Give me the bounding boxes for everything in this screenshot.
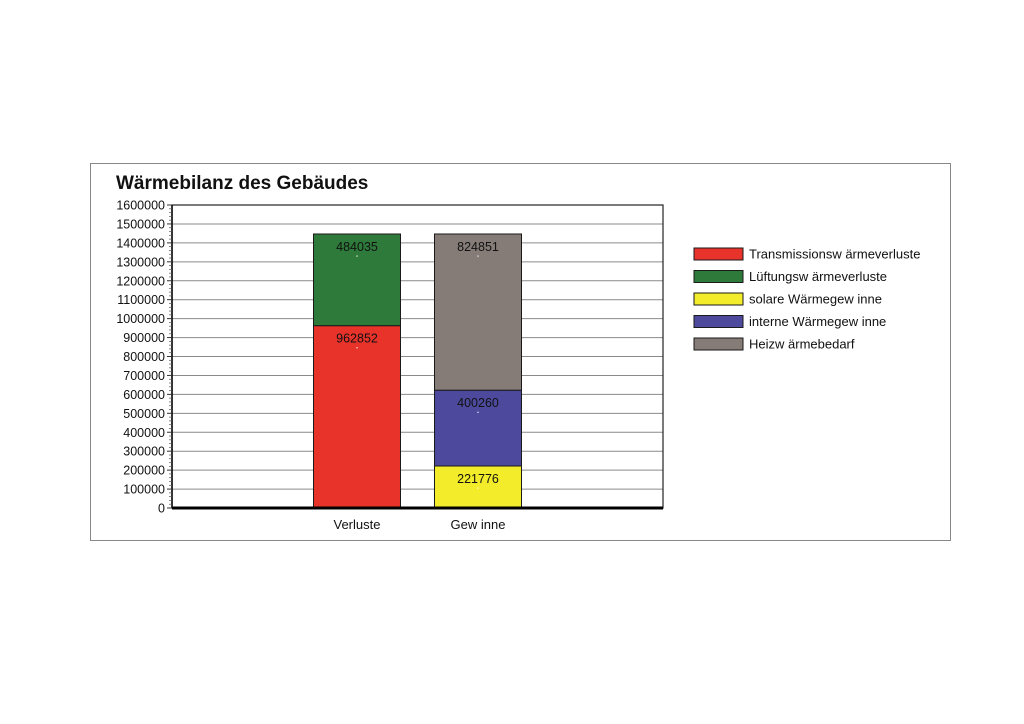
legend-swatch [694, 248, 743, 260]
legend-swatch [694, 338, 743, 350]
legend [694, 247, 920, 352]
x-axis [334, 517, 506, 532]
legend-label: Lüftungsw ärmeverluste [749, 269, 888, 284]
grid-lines [172, 205, 663, 489]
data-label: 824851 [457, 239, 499, 254]
data-label-marker [356, 347, 357, 348]
x-tick-label: Gew inne [450, 517, 506, 532]
y-tick-label: 1200000 [116, 274, 165, 289]
y-axis [116, 199, 172, 516]
y-tick-label: 900000 [123, 331, 165, 346]
y-tick-label: 100000 [123, 482, 165, 497]
y-tick-label: 700000 [123, 368, 165, 383]
legend-swatch [694, 293, 743, 305]
y-tick-label: 400000 [123, 425, 165, 440]
data-label: 400260 [457, 396, 499, 411]
y-tick-label: 1600000 [116, 198, 165, 213]
x-tick-label: Verluste [333, 517, 381, 532]
y-tick-label: 200000 [123, 463, 165, 478]
data-label-marker [477, 488, 478, 489]
legend-swatch [694, 316, 743, 328]
y-tick-label: 1400000 [116, 236, 165, 251]
legend-label: Heizw ärmebedarf [749, 336, 855, 352]
bar-segment [435, 234, 522, 390]
y-tick-label: 600000 [123, 387, 165, 402]
y-tick-label: 1500000 [116, 217, 165, 232]
legend-label: interne Wärmegew inne [749, 314, 887, 329]
y-tick-label: 800000 [123, 350, 165, 364]
data-label: 962852 [336, 331, 378, 346]
y-tick-label: 300000 [123, 444, 165, 459]
y-tick-label: 1000000 [116, 312, 165, 327]
data-label: 221776 [457, 472, 499, 487]
legend-label: Transmissionsw ärmeverluste [749, 246, 921, 262]
bar-segments [314, 234, 522, 508]
data-label: 484035 [336, 239, 378, 254]
y-tick-label: 500000 [123, 406, 165, 421]
legend-swatch [694, 271, 743, 283]
data-label-marker [356, 255, 357, 256]
chart-title: Wärmebilanz des Gebäudes [116, 173, 369, 194]
y-tick-label: 0 [158, 501, 165, 516]
data-label-marker [477, 412, 478, 413]
bar-segment [314, 326, 401, 508]
legend-label: solare Wärmegew inne [749, 291, 882, 307]
y-tick-label: 1300000 [116, 255, 165, 270]
y-tick-label: 1100000 [117, 293, 165, 308]
data-label-marker [477, 255, 478, 256]
